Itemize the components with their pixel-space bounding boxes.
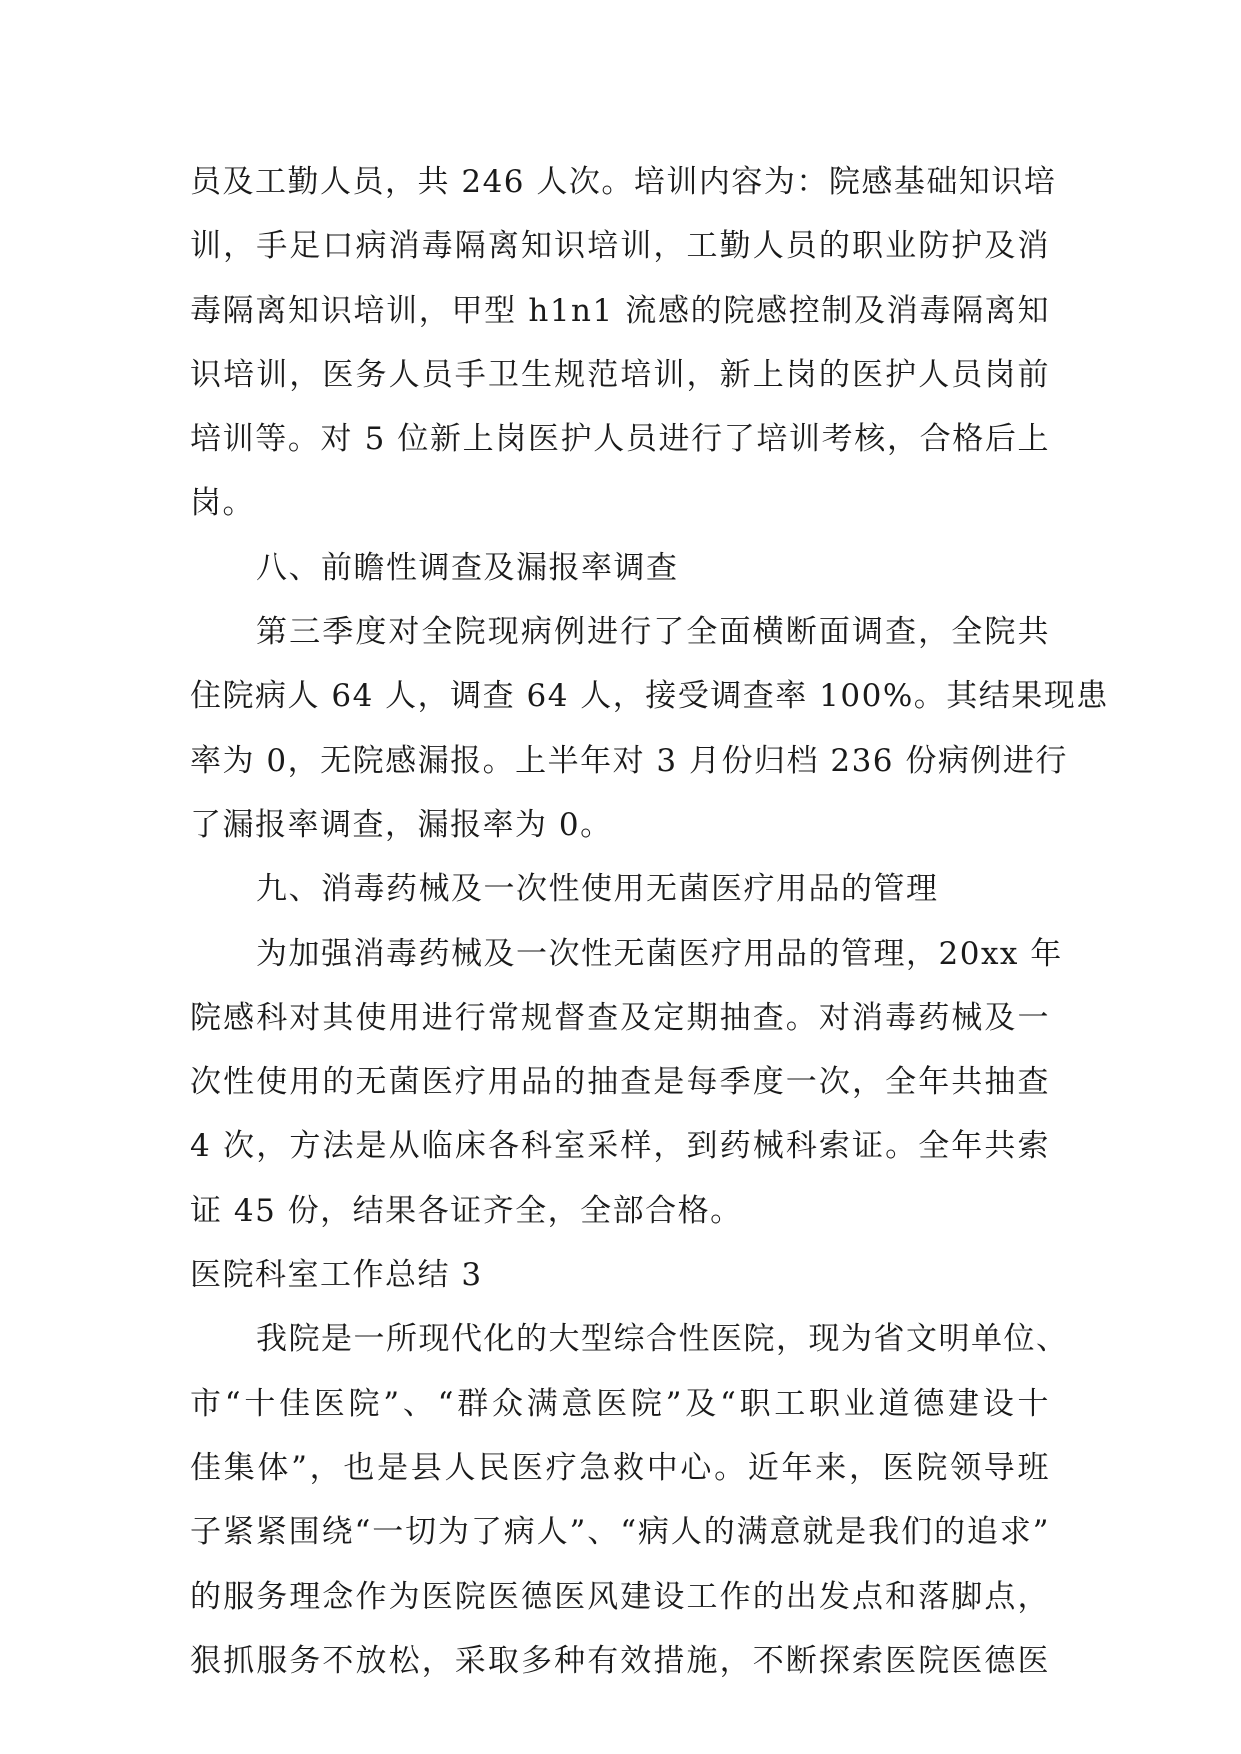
text-line: 证 45 份，结果各证齐全，全部合格。 [190, 1192, 743, 1229]
paragraph-training [190, 150, 1057, 536]
text-line: 岗。 [190, 485, 255, 522]
section-heading-9 [190, 857, 1050, 921]
section-heading-text: 九、消毒药械及一次性使用无菌医疗用品的管理 [256, 871, 939, 908]
text-line: 4 次，方法是从临床各科室采样，到药械科索证。全年共索 [190, 1128, 1050, 1165]
section-heading-8 [190, 536, 1050, 600]
text-line: 了漏报率调查，漏报率为 0。 [190, 806, 613, 843]
text-line: 我院是一所现代化的大型综合性医院，现为省文明单位、 [256, 1321, 1069, 1358]
text-line: 毒隔离知识培训，甲型 h1n1 流感的院感控制及消毒隔离知 [190, 292, 1050, 329]
text-line: 狠抓服务不放松，采取多种有效措施，不断探索医院医德医 [190, 1642, 1050, 1679]
text-line: 的服务理念作为医院医德医风建设工作的出发点和落脚点， [190, 1578, 1050, 1615]
text-line: 佳集体”，也是县人民医疗急救中心。近年来，医院领导班 [190, 1449, 1050, 1486]
document-subtitle [190, 1243, 1050, 1307]
paragraph-disinfection [190, 922, 1063, 1243]
text-line: 次性使用的无菌医疗用品的抽查是每季度一次，全年共抽查 [190, 1064, 1050, 1101]
subtitle-text: 医院科室工作总结 3 [190, 1257, 483, 1294]
section-heading-text: 八、前瞻性调查及漏报率调查 [256, 549, 679, 586]
text-line: 识培训，医务人员手卫生规范培训，新上岗的医护人员岗前 [190, 356, 1050, 393]
paragraph-survey [190, 600, 1109, 857]
text-line: 第三季度对全院现病例进行了全面横断面调查，全院共 [256, 614, 1050, 651]
text-line: 培训等。对 5 位新上岗医护人员进行了培训考核，合格后上 [190, 421, 1050, 458]
text-line: 员及工勤人员，共 246 人次。培训内容为：院感基础知识培 [190, 164, 1057, 200]
text-line: 市“十佳医院”、“群众满意医院”及“职工职业道德建设十 [190, 1385, 1050, 1422]
text-line: 训，手足口病消毒隔离知识培训，工勤人员的职业防护及消 [190, 228, 1050, 265]
document-body [190, 150, 1109, 1693]
text-line: 院感科对其使用进行常规督查及定期抽查。对消毒药械及一 [190, 999, 1050, 1036]
text-line: 子紧紧围绕“一切为了病人”、“病人的满意就是我们的追求” [190, 1514, 1050, 1551]
text-line: 为加强消毒药械及一次性无菌医疗用品的管理，20xx 年 [256, 935, 1063, 972]
paragraph-hospital-intro [190, 1307, 1069, 1693]
text-line: 住院病人 64 人，调查 64 人，接受调查率 100%。其结果现患 [190, 678, 1109, 715]
text-line: 率为 0，无院感漏报。上半年对 3 月份归档 236 份病例进行 [190, 742, 1068, 779]
